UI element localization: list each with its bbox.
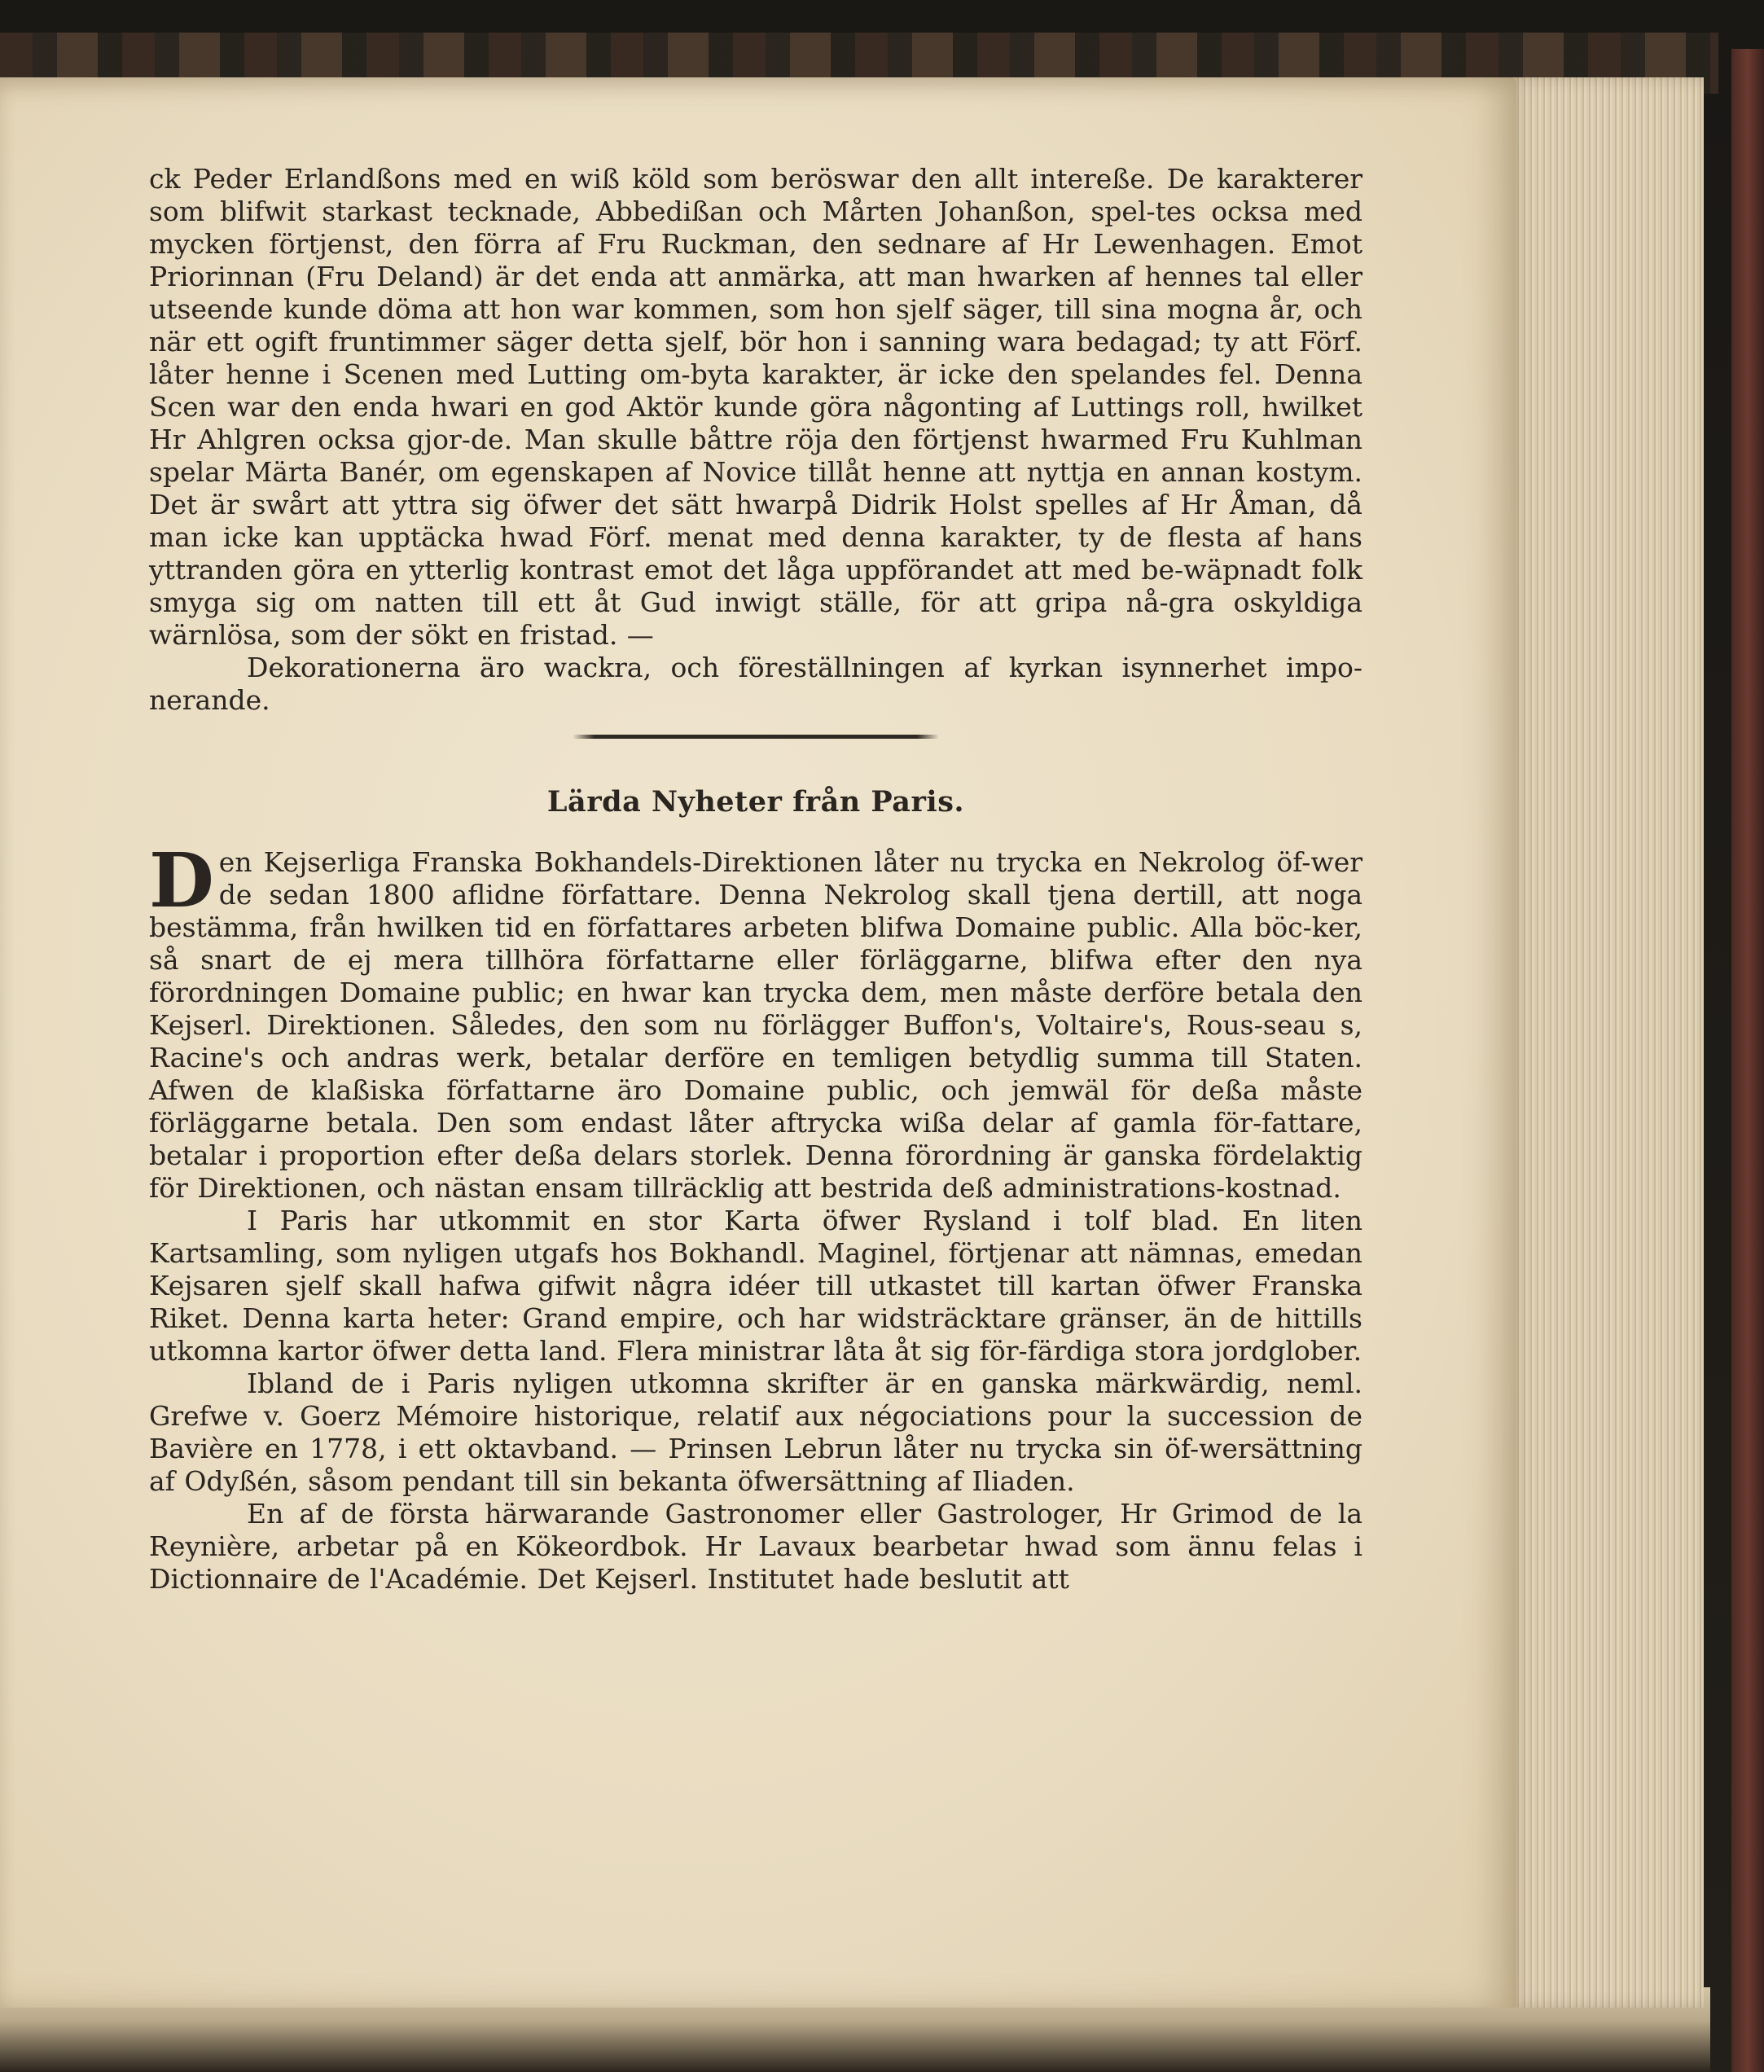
paragraph-review-1: ck Peder Erlandßons med en wiß köld som beröswar den allt intereße. De karakterer som blifwit starkast tecknade, Abbedißan och Mårten Johanßon, spel-tes ocksa med mycken förtjenst, den förra af Fru Ruckman, den sednare af Hr Lewenhagen. Emot Priorinnan (Fru Deland) är det enda att anmärka, att man hwarken af hennes tal eller utseende kunde döma att hon war kommen, som hon sjelf säger, till sina mogna år, och när ett ogift fruntimmer säger detta sjelf, bör hon i sanning wara bedagad; ty att Förf. låter henne i Scenen med Lutting om-byta karakter, är icke den spelandes fel. Denna Scen war den enda hwari en god Aktör kunde göra någonting af Luttings roll, hwilket Hr Ahlgren ocksa gjor-de. Man skulle båttre röja den förtjenst hwarmed Fru Kuhlman spelar Märta Banér, om egenskapen af Novice tillåt henne att nyttja en annan kostym. Det är swårt att yttra sig öfwer det sätt hwarpå Didrik Holst spelles af Hr Åman, då man icke kan upptäcka hwad Förf. menat med denna karakter, ty de flesta af hans yttranden göra en ytterlig kontrast emot det låga uppförandet att med be-wäpnadt folk smyga sig om natten till ett åt Gud inwigt ställe, för att gripa nå-gra oskyldiga wärnlösa, som der sökt en fristad. —: [149, 163, 1362, 651]
paragraph-news-4: En af de första härwarande Gastronomer eller Gastrologer, Hr Grimod de la Reynière, arbetar på en Kökeordbok. Hr Lavaux bearbetar hwad som ännu felas i Dictionnaire de l'Académie. Det Kejserl. Institutet hade beslutit att: [149, 1498, 1362, 1595]
section-divider-rule: [573, 735, 939, 739]
page-stack-edges: [1507, 77, 1704, 2008]
drop-cap-letter: D: [149, 836, 214, 924]
paragraph-news-1-text: en Kejserliga Franska Bokhandels-Direktionen låter nu trycka en Nekrolog öf-wer de sedan 1800 aflidne författare. Denna Nekrolog skall tjena dertill, att noga bestämma, från hwilken tid en författares arbeten blifwa Domaine public. Alla böc-ker, så snart de ej mera tillhöra författarne eller förläggarne, blifwa efter den nya förordningen Domaine public; en hwar kan trycka dem, men måste derföre betala den Kejserl. Direktionen. Således, den som nu förlägger Buffon's, Voltaire's, Rous-seau s, Racine's och andras werk, betalar derföre en temligen betydlig summa till Staten. Afwen de klaßiska författarne äro Domaine public, och jemwäl för deßa måste förläggarne betala. Den som endast låter aftrycka wißa delar af gamla för-fattare, betalar i proportion efter deßa delars storlek. Denna förordning är ganska fördelaktig för Direktionen, och nästan ensam tillräcklig att bestrida deß administrations-kostnad.: [149, 846, 1362, 1204]
book-spine-edge: [1731, 49, 1764, 2072]
page-text-column: [149, 163, 1362, 1596]
paragraph-news-2: I Paris har utkommit en stor Karta öfwer Rysland i tolf blad. En liten Kartsamling, som nyligen utgafs hos Bokhandl. Maginel, förtjenar att nämnas, emedan Kejsaren sjelf skall hafwa gifwit några idéer till utkastet till kartan öfwer Franska Riket. Denna karta heter: Grand empire, och har widsträcktare gränser, än de hittills utkomna kartor öfwer detta land. Flera ministrar låta åt sig för-färdiga stora jordglober.: [149, 1205, 1362, 1367]
paragraph-news-3: Ibland de i Paris nyligen utkomna skrifter är en ganska märkwärdig, neml. Grefwe v. Goerz Mémoire historique, relatif aux négociations pour la succession de Bavière en 1778, i ett oktavband. — Prinsen Lebrun låter nu trycka sin öf-wersättning af Odyßén, såsom pendant till sin bekanta öfwersättning af Iliaden.: [149, 1367, 1362, 1497]
paragraph-news-1: [149, 836, 1362, 1205]
paragraph-review-2: Dekorationerna äro wackra, och föreställningen af kyrkan isynnerhet impo-nerande.: [149, 652, 1362, 716]
section-heading: Lärda Nyheter från Paris.: [546, 785, 965, 819]
